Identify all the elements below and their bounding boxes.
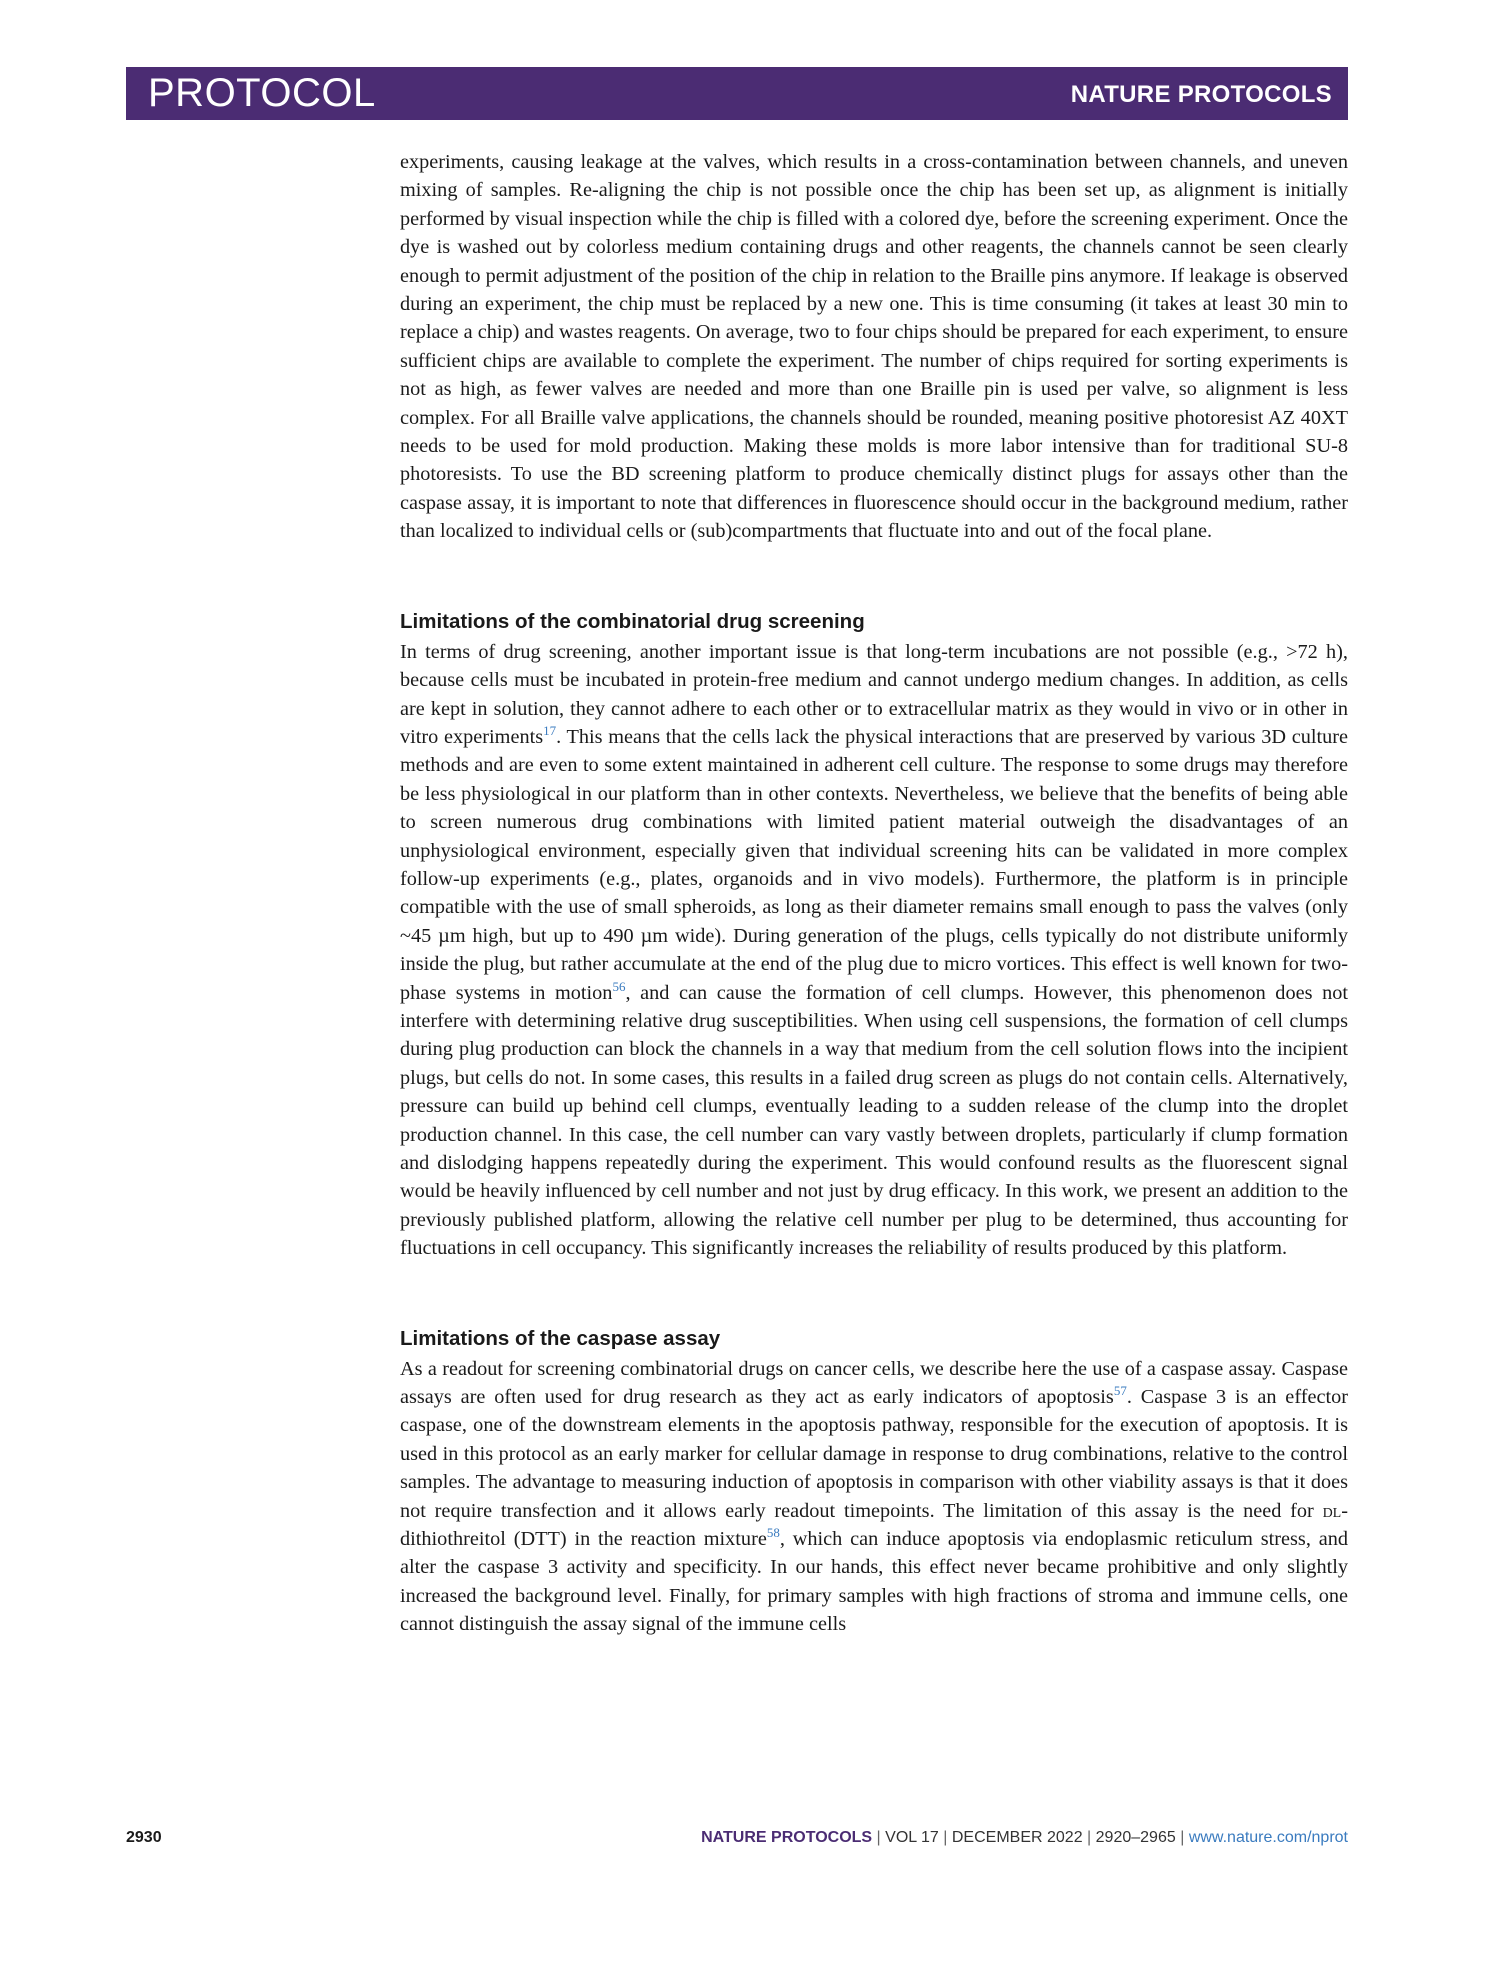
text-segment: . Caspase 3 is an effector caspase, one of the downstream elements in the apoptosis pathway, responsible for the execution of apoptosis. It is used in this protocol as an early marker for cellular damage in response to drug combinations, relative to the control samples. The advantage to measuring induction of apoptosis in comparison with other viability assays is that it does not require transfection and it allows early readout timepoints. The limitation of this assay is the need for	[400, 1386, 1348, 1522]
footer-citation	[701, 1829, 1348, 1847]
footer-url-link[interactable]: www.nature.com/nprot	[1188, 1829, 1348, 1846]
page-number: 2930	[126, 1829, 162, 1846]
section-label: PROTOCOL	[148, 71, 376, 115]
intro-paragraph: experiments, causing leakage at the valves, which results in a cross-contamination between channels, and uneven mixing of samples. Re-aligning the chip is not possible once the chip has been set up, as alignment is initially performed by visual inspection while the chip is filled with a colored dye, before the screening experiment. Once the dye is washed out by colorless medium containing drugs and other reagents, the channels cannot be seen clearly enough to permit adjustment of the position of the chip in relation to the Braille pins anymore. If leakage is observed during an experiment, the chip must be replaced by a new one. This is time consuming (it takes at least 30 min to replace a chip) and wastes reagents. On average, two to four chips should be prepared for each experiment, to ensure sufficient chips are available to complete the experiment. The number of chips required for sorting experiments is not as high, as fewer valves are needed and more than one Braille pin is used per valve, so alignment is less complex. For all Braille valve applications, the channels should be rounded, meaning positive photoresist AZ 40XT needs to be used for mold production. Making these molds is more labor intensive than for traditional SU-8 photoresists. To use the BD screening platform to produce chemically distinct plugs for assays other than the caspase assay, it is important to note that differences in fluorescence should occur in the background medium, rather than localized to individual cells or (sub)compartments that fluctuate into and out of the focal plane.	[400, 151, 1348, 543]
footer-separator: |	[943, 1829, 948, 1846]
text-segment: In terms of drug screening, another important issue is that long-term incubations are not possible (e.g., >72 h), because cells must be incubated in protein-free medium and cannot undergo medium changes. In addition, as cells are kept in solution, they cannot adhere to each other or to extracellular matrix as they would in vivo or in other in vitro experiments	[400, 640, 1348, 748]
footer-separator: |	[876, 1829, 881, 1846]
text-segment: . This means that the cells lack the physical interactions that are preserved by various 3D culture methods and are even to some extent maintained in adherent cell culture. The response to some drugs may therefore be less physiological in our platform than in other contexts. Nevertheless, we believe that the benefits of being able to screen numerous drug combinations with limited patient material outweigh the disadvantages of an unphysiological environment, especially given that individual screening hits can be validated in more complex follow-up experiments (e.g., plates, organoids and in vivo models). Furthermore, the platform is in principle compatible with the use of small spheroids, as long as their diameter remains small enough to pass the valves (only ~45 µm high, but up to 490 µm wide). During generation of the plugs, cells typically do not distribute uniformly inside the plug, but rather accumulate at the end of the plug due to micro vortices. This effect is well known for two-phase systems in motion	[400, 725, 1348, 1004]
reference-link[interactable]: 57	[1113, 1383, 1127, 1399]
section-heading-drug-screening: Limitations of the combinatorial drug screening	[400, 609, 865, 633]
footer-journal: NATURE PROTOCOLS	[701, 1829, 873, 1846]
reference-link[interactable]: 58	[766, 1525, 780, 1541]
text-segment: As a readout for screening combinatorial drugs on cancer cells, we describe here the use of a caspase assay. Caspase assays are often used for drug research as they act as early indicators of apoptosis	[400, 1357, 1348, 1409]
header-bar	[126, 67, 1348, 120]
text-segment: -dithiothreitol (DTT) in the reaction mixture	[400, 1499, 1348, 1551]
reference-link[interactable]: 17	[543, 722, 557, 738]
small-caps-text: dl	[1322, 1499, 1342, 1522]
reference-link[interactable]: 56	[612, 978, 626, 994]
caspase-assay-paragraph	[400, 1355, 1348, 1639]
drug-screening-paragraph	[400, 638, 1348, 1263]
footer-separator: |	[1087, 1829, 1092, 1846]
section-heading-caspase-assay: Limitations of the caspase assay	[400, 1326, 721, 1350]
main-content	[400, 148, 1348, 1639]
text-segment: , and can cause the formation of cell clumps. However, this phenomenon does not interfere with determining relative drug susceptibilities. When using cell suspensions, the formation of cell clumps during plug production can block the channels in a way that medium from the cell solution flows into the incipient plugs, but cells do not. In some cases, this results in a failed drug screen as plugs do not contain cells. Alternatively, pressure can build up behind cell clumps, eventually leading to a sudden release of the clump into the droplet production channel. In this case, the cell number can vary vastly between droplets, particularly if clump formation and dislodging happens repeatedly during the experiment. This would confound results as the fluorescent signal would be heavily influenced by cell number and not just by drug efficacy. In this work, we present an addition to the previously published platform, allowing the relative cell number per plug to be determined, thus accounting for fluctuations in cell occupancy. This significantly increases the reliability of results produced by this platform.	[400, 981, 1348, 1260]
footer-separator: |	[1180, 1829, 1185, 1846]
footer-volume: VOL 17	[885, 1829, 939, 1846]
footer-date: DECEMBER 2022	[951, 1829, 1083, 1846]
text-segment: , which can induce apoptosis via endoplasmic reticulum stress, and alter the caspase 3 activity and specificity. In our hands, this effect never became prohibitive and only slightly increased the background level. Finally, for primary samples with high fractions of stroma and immune cells, one cannot distinguish the assay signal of the immune cells	[400, 1528, 1348, 1636]
footer-pages: 2920–2965	[1095, 1829, 1176, 1846]
journal-label: NATURE PROTOCOLS	[1070, 81, 1332, 108]
